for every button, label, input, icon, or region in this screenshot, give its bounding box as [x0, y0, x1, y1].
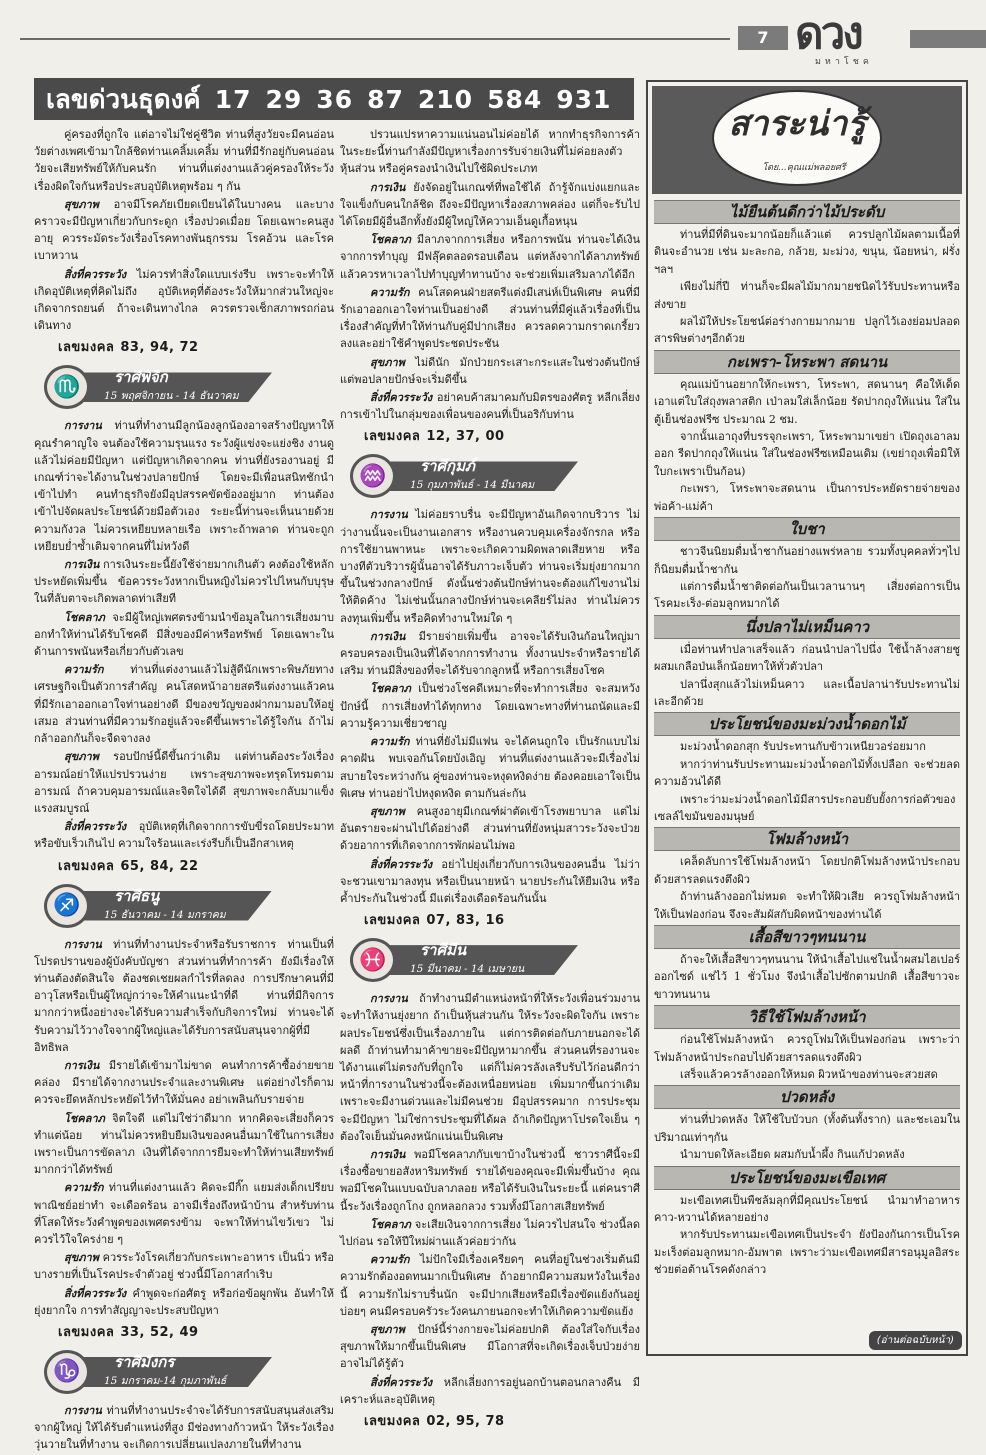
paragraph-text: คู่ครองที่ถูกใจ แต่อาจไม่ใช่คู่ชีวิต ท่านที่สูงวัยจะมีคนอ่อนวัยต่างเพศเข้ามาใกล้ชิดท่านเคลิ้มเคลิ้ม ท่านที่มีรักอยู่กับคนอ่อนวัยจะเสียทรัพย์ให้กับคนรัก ท่านที่แต่งงานแล้วคู่ครองให้ระวังเรื่องผิดใจกันหรือประสบอุบัติเหตุพร้อม ๆ กัน: [34, 128, 334, 193]
lucky-label: เลขมงคล: [58, 1324, 115, 1340]
lucky-numbers: [34, 855, 334, 876]
zodiac-banner: [340, 452, 640, 498]
tip-section: [654, 517, 960, 613]
paragraph-text: จะมีผู้ใหญ่เพศตรงข้ามนำข้อมูลในการเสี่ยงมาบอกทำให้ท่านได้รับโชคดี มีสิ่งของมีค่าหรือทรัพย์ โดยเฉพาะในด้านการพนันหรือเกี่ยวกับตัวเลข: [34, 610, 334, 659]
tip-section: [654, 827, 960, 923]
headline-number: 17: [214, 84, 252, 114]
topic-keyword: การงาน: [64, 419, 102, 433]
zodiac-name: ราศีมีน: [420, 941, 467, 960]
topic-keyword: สุขภาพ: [370, 1322, 405, 1336]
topic-keyword: สุขภาพ: [370, 804, 405, 818]
continued-label: (อ่านต่อฉบับหน้า): [869, 1331, 962, 1350]
lucky-values: 33, 52, 49: [120, 1324, 199, 1340]
page-number: 7: [738, 26, 788, 50]
lucky-numbers: [34, 1321, 334, 1342]
tip-paragraph: มะเขือเทศเป็นพืชล้มลุกที่มีคุณประโยชน์ นำมาทำอาหารคาว-หวานได้หลายอย่าง: [654, 1193, 960, 1225]
forecast-paragraph: [34, 196, 334, 265]
topic-keyword: การเงิน: [64, 1058, 100, 1072]
forecast-paragraph: [34, 417, 334, 555]
paragraph-text: ยังจัดอยู่ในเกณฑ์ที่พอใช้ได้ ถ้ารู้จักแบ่งแยกและใจแข็งกับคนใกล้ชิด ถึงจะมีปัญหาเรื่องสภาพคล่อง แต่ก็จะรับไปได้โดยมีผู้อื่นอีกทั้งยังมีผู้ใหญ่ให้ความเอ็นดูเกื้อหนุน: [340, 180, 640, 229]
zodiac-name: ราศีพิจิก: [114, 368, 168, 387]
left-column: [34, 126, 334, 1455]
paragraph-text: ไม่ดีนัก มักป่วยกระเสาะกระแสะในช่วงต้นปักษ์ แต่พอปลายปักษ์จะเริ่มดีขึ้น: [340, 355, 640, 386]
logo-subtext: มหาโชค: [815, 57, 873, 67]
headline-number: 87: [367, 84, 404, 114]
tip-paragraph: เมื่อท่านทำปลาเสร็จแล้ว ก่อนนำปลาไปนึ่ง ใช้น้ำล้างสายชูผสมเกลือป่นเล็กน้อยทาให้ทั่วตัวปลา: [654, 642, 960, 674]
lucky-values: 83, 94, 72: [120, 340, 199, 356]
paragraph-text: คนโสดคนฝ่ายสตรีแต่งมีเสน่ห์เป็นพิเศษ คนที่มีรักเอาออกเอาใจท่านเป็นอย่างดี ส่วนท่านที่มีคู่แล้วเรื่องที่เป็นเรื่องสำคัญที่ทำให้ท่านกับคู่มีปากเสียง ควรลดความกราดเกรี้ยวลงและอย่าใช้คำพูดประชดประชัน: [340, 285, 640, 351]
lucky-label: เลขมงคล: [58, 340, 115, 356]
paragraph-text: พอมีโชคลาภกับเขาบ้างในช่วงนี้ ชาวราศีนี้จะมีเรื่องซื้อขายอสังหาริมทรัพย์ รายได้ของคุณจะมีเพิ่มขึ้นบ้าง คุณพอมีโชคในแบบฉบับลาภลอย หรือได้รับเงินในระยะนี้ แต่คนราศีนี้ระวังเรื่องถูกโกง ถูกหลอกลวง รวมทั้งมีโอกาสเสียทรัพย์: [340, 1147, 640, 1213]
topic-keyword: สิ่งที่ควรระวัง: [64, 1286, 127, 1300]
header-bar: [910, 30, 986, 48]
paragraph-text: ท่านที่ทำงานประจำหรือรับราชการ ท่านเป็นที่โปรดปรานของผู้บังคับบัญชา ส่วนท่านที่ทำการค้า ยังมีเรื่องให้ท่านต้องตัดสินใจ ต้องชดเชยผลกำไรที่ลดลง การปรึกษาคนที่มีอาวุโสหรือเป็นผู้ใหญ่กว่าจะให้คำแนะนำที่ดี ท่านที่มีกิจการมากกว่าหนึ่งอย่างจะได้รับความสำเร็จกับกิจการใหม่ ท่านจะได้รับความไว้วางใจจากผู้ใหญ่และได้รับการสนับสนุนจากผู้ที่มีอิทธิพล: [34, 937, 334, 1054]
tip-paragraph: ท่านที่มีที่ดินจะมากน้อยก็แล้วแต่ ควรปลูกไม้ผลตามเนื้อที่ดินจะอำนวย เช่น มะละกอ, กล้วย, มะม่วง, ขนุน, น้อยหน่า, ฝรั่ง ฯลฯ: [654, 228, 960, 276]
zodiac-dates: 15 กุมภาพันธ์ - 14 มีนาคม: [410, 479, 535, 492]
sidebar-header: [652, 86, 962, 194]
forecast-paragraph: [340, 990, 640, 1145]
middle-column: [340, 126, 640, 1437]
forecast-paragraph: [34, 1179, 334, 1248]
tip-paragraph: ท่านที่ปวดหลัง ให้ใช้ใบบัวบก (ทั้งต้นทั้งราก) และชะเอมในปริมาณเท่าๆกัน: [654, 1113, 960, 1144]
forecast-paragraph: [340, 506, 640, 626]
forecast-paragraph: [34, 748, 334, 817]
header-rule: [20, 38, 730, 40]
tip-heading: เสื้อสีขาวๆทนนาน: [654, 925, 960, 949]
sidebar-box: [646, 80, 968, 1356]
tip-heading: ประโยชน์ของมะม่วงน้ำดอกไม้: [654, 712, 960, 736]
zodiac-name: ราศีกุมภ์: [420, 457, 475, 476]
tip-paragraph: มะม่วงน้ำดอกสุก รับประทานกับข้าวเหนียวอร่อยมาก: [680, 740, 926, 754]
logo-text: ดวง: [795, 8, 861, 59]
zodiac-symbol-icon: ♒: [359, 463, 387, 489]
forecast-paragraph: [340, 231, 640, 283]
headline-number: 29: [265, 84, 303, 114]
tip-section: [654, 200, 960, 348]
paragraph-text: ไม่ควรทำสิ่งใดแบบเร่งรีบ เพราะจะทำให้เกิดอุบัติเหตุที่คิดไม่ถึง อุบัติเหตุที่ต้องระวังให้มากส่วนใหญ่จะเกิดจากรถยนต์ ถ้าจะเดินทางไกล ควรตรวจเช็กสภาพรถก่อนเดินทาง: [34, 267, 334, 333]
zodiac-dates: 15 พฤศจิกายน - 14 ธันวาคม: [104, 390, 239, 403]
paragraph-text: มีลาภจากการเสี่ยง หรือการพนัน ท่านจะได้เงินจากการทำบุญ มีฟลุ๊คตลอดรอบเดือน แต่หลังจากได้ลาภทรัพย์แล้วควรหาเวลาไปทำบุญทำทานบ้าง จะช่วยเพิ่มเสริมลาภได้อีก: [340, 233, 640, 281]
tip-paragraph: ผลไม้ให้ประโยชน์ต่อร่างกายมากมาย ปลูกไว้เองย่อมปลอดสารพิษต่างๆอีกด้วย: [654, 315, 960, 346]
topic-keyword: สุขภาพ: [64, 197, 99, 211]
paragraph-text: ท่านที่ทำงานประจำจะได้รับการสนับสนุนส่งเสริมจากผู้ใหญ่ ให้ได้รับตำแหน่งที่สูง มีช่องทางก้าวหน้า ให้ระวังเรื่องวุ่นวายในที่ทำงาน จะเกิดการเปลี่ยนแปลงภายในที่ทำงาน: [34, 1403, 334, 1452]
paragraph-text: คนสูงอายุมีเกณฑ์ผ่าตัดเข้าโรงพยาบาล แต่ไม่อันตรายจะผ่านไปได้อย่างดี ส่วนท่านที่ยังหนุ่มสาวระวังจะป่วยด้วยอาการที่เกิดจากการพักผ่อนไม่พอ: [340, 804, 640, 853]
paragraph-text: ท่านที่ทำงานมีลูกน้องลูกน้องอาจสร้างปัญหาให้คุณรำคาญใจ จนต้องใช้ความรุนแรง ระวังผู้แข่งจะแย่งชิง งานดูแล้วไม่ค่อยมีปัญหา แต่ปัญหาเกิดจากคน ท่านที่ยังรองานอยู่ มีเกณฑ์ว่าจะได้งานในช่วงปลายปักษ์ โดยจะมีเพื่อนสนิทชักนำเข้าไปทำ คนทำธุรกิจยังมีอุปสรรคขัดข้องอยู่มาก ท่านต้องเข้าไปจัดผลประโยชน์ด้วยมือตัวเอง ระยะนี้ท่านจะเห็นนายด้วยความกังวล ไม่ควรเหยียบหลายเรือ เพราะถ้าพลาด ท่านจะถูกเหยียบย่ำซ้ำเติมจากคนที่ไม่หวังดี: [34, 419, 334, 553]
forecast-paragraph: [34, 266, 334, 335]
forecast-paragraph: [340, 628, 640, 680]
sidebar-body: [654, 198, 960, 1281]
headline-number: 584: [487, 84, 543, 114]
tip-paragraph: คุณแม่บ้านอยากให้กะเพรา, โหระพา, สดนานๆ คือให้เด็ดเอาแต่ใบใส่ถุงพลาสติก เป่าลมใส่เล็กน้อย รัดปากถุงให้แน่น ใส่ในตู้เย็นช่องฟรีซ ประมาณ 2 ชม.: [654, 377, 960, 426]
tip-paragraph: หากว่าท่านรับประทานมะม่วงน้ำดอกไม้ทั้งเปลือก จะช่วยลดความอ้วนได้ดี: [654, 757, 960, 789]
paragraph-text: อย่าคบค้าสมาคมกับมิตรของศัตรู หลีกเลี่ยงการเข้าไปในกลุ่มของเพื่อนของคนที่เป็นอริกับท่าน: [340, 391, 640, 422]
tip-heading: ใบชา: [654, 517, 960, 541]
forecast-paragraph: [340, 803, 640, 855]
tip-paragraph: กะเพรา, โหระพาจะสดนาน เป็นการประหยัดรายจ่ายของพ่อค้า-แม่ค้า: [654, 482, 960, 513]
headline-number: 931: [556, 84, 612, 114]
paragraph-text: ไม่ปักใจมีเรื่องเครียดๆ คนที่อยู่ในช่วงเริ่มต้นมีความรักต้องอดทนมากเป็นพิเศษ ถ้าอยากมีความสมหวังในเรื่องนี้ ความรักไม่ราบรื่นนัก จะมีปากเสียงหรือมีเรื่องขัดแย้งกันอยู่บ่อยๆ คนมีครอบครัวระวังคนภายนอกจะทำให้เกิดความขัดแย้ง: [340, 1253, 640, 1318]
paragraph-text: มีรายได้เข้ามาไม่ขาด คนทำการค้าซื้อง่ายขายคล่อง มีรายได้จากงานประจำและงานพิเศษ แต่อย่างไรก็ตามควรจะยึดหลักประหยัดไว้ทำให้มั่นคง อย่าเพลินกับรายจ่าย: [34, 1058, 334, 1107]
lucky-label: เลขมงคล: [58, 858, 115, 874]
topic-keyword: ความรัก: [370, 1253, 410, 1267]
forecast-paragraph: [340, 354, 640, 388]
paragraph-text: จิตใจดี แต่ไม่ใช่ว่าดีมาก หากคิดจะเสี่ยงก็ควรทำแต่น้อย ท่านไม่ควรหยิบยืมเงินของคนอื่นมาใช้ในการเสี่ยง เพราะเป็นการขัดลาภ เงินที่ได้จากการยืมจะทำให้ท่านเสียทรัพย์มากกว่าได้ทรัพย์: [34, 1111, 334, 1177]
forecast-paragraph: [340, 1146, 640, 1215]
forecast-paragraph: [340, 1321, 640, 1373]
topic-keyword: โชคลาภ: [64, 610, 105, 624]
tip-paragraph: นำมาบดให้ละเอียด ผสมกับน้ำผึ้ง กินแก้ปวดหลัง: [680, 1148, 905, 1162]
zodiac-emblem: [44, 1350, 90, 1394]
forecast-paragraph: [34, 609, 334, 661]
tip-heading: วิธีใช้โฟมล้างหน้า: [654, 1005, 960, 1029]
paragraph-text: ปักษ์นี้ร่างกายจะไม่ค่อยปกติ ต้องใส่ใจกับเรื่องสุขภาพให้มากขึ้นเป็นพิเศษ มีโอกาสที่จะเกิดเรื่องเจ็บป่วยง่ายอาจไม่ได้รู้ตัว: [340, 1322, 640, 1371]
headline-number: 36: [316, 84, 354, 114]
paragraph-text: ท่านที่แต่งงานแล้วไม่สู้ดีนักเพราะพิษภัยทางเศรษฐกิจเป็นตัวการสำคัญ คนโสดหน้าอายสตรีแต่งงานแล้วคนที่มีรักเอาออกเอาใจท่านอย่างดี มีของขวัญของฝากมามอบให้อยู่เสมอ ส่วนท่านที่มีความรักอยู่แล้วจะดีขึ้นเพราะได้รู้ใจกัน ถ้าไม่กล้าออกกันก็จะจืดจางลง: [34, 663, 334, 746]
zodiac-symbol-icon: ♏: [53, 374, 81, 400]
lucky-values: 07, 83, 16: [426, 913, 505, 929]
tip-heading: ไม้ยืนต้นดีกว่าไม้ประดับ: [654, 200, 960, 224]
tip-heading: โฟมล้างหน้า: [654, 827, 960, 851]
lucky-numbers: [340, 909, 640, 930]
zodiac-banner: [34, 1348, 334, 1394]
headline-number: 210: [417, 84, 474, 114]
forecast-paragraph: [34, 1402, 334, 1454]
topic-keyword: โชคลาภ: [370, 233, 411, 247]
tip-paragraph: เพราะว่ามะม่วงน้ำดอกไม้มีสารประกอบยับยั้งการก่อตัวของเซลล์ไขมันของมนุษย์: [654, 792, 956, 823]
lucky-label: เลขมงคล: [364, 913, 421, 929]
lucky-values: 65, 84, 22: [120, 858, 199, 874]
forecast-paragraph: [340, 1216, 640, 1250]
zodiac-symbol-icon: ♑: [53, 1359, 81, 1385]
topic-keyword: การเงิน: [370, 1147, 406, 1161]
zodiac-name: ราศีมังกร: [114, 1352, 175, 1371]
paragraph-text: หลีกเลี่ยงการอยู่นอกบ้านตอนกลางคืน มีเคราะห์และอุบัติเหตุ: [340, 1375, 640, 1406]
lucky-values: 02, 95, 78: [426, 1414, 505, 1429]
zodiac-emblem: [350, 938, 396, 982]
lucky-label: เลขมงคล: [364, 429, 421, 445]
tip-paragraph: ถ้าท่านล้างออกไม่หมด จะทำให้ผิวเสีย ควรถูโฟมล้างหน้าให้เป็นฟองก่อน จึงจะสัมผัสกับผิดหน้าของท่านได้: [654, 890, 960, 921]
topic-keyword: ความรัก: [370, 735, 410, 749]
topic-keyword: การเงิน: [64, 558, 100, 572]
paragraph-text: คำพูดจะก่อศัตรู หรือก่อข้อผูกพัน อันทำให้ยุ่งยากใจ การทำสัญญาจะประสบปัญหา: [34, 1286, 334, 1317]
zodiac-emblem: [350, 454, 396, 498]
forecast-paragraph: [340, 284, 640, 353]
forecast-paragraph: [340, 733, 640, 802]
zodiac-symbol-icon: ♐: [53, 892, 81, 918]
forecast-paragraph: [340, 126, 640, 178]
topic-keyword: ความรัก: [64, 1181, 104, 1195]
paragraph-text: ท่านที่ยังไม่มีแฟน จะได้คนถูกใจ เป็นรักแบบไม่คาดฝัน พบเจอกันโดยบังเอิญ ท่านที่แต่งงานแล้วจะมีเรื่องไม่สบายใจระหว่างกัน คู่ของท่านจะหงุดหงิดง่าย ต้องคอยเอาใจเป็นพิเศษ ท่านอย่าไปหงุดหงิด ตามกันล่ะกัน: [340, 735, 640, 800]
topic-keyword: สิ่งที่ควรระวัง: [370, 1375, 433, 1389]
topic-keyword: การเงิน: [370, 180, 406, 194]
paragraph-text: ปรวนแปรหาความแน่นอนไม่ค่อยได้ หากทำธุรกิจการค้าในระยะนี้ท่านกำลังมีปัญหาเรื่องการรับจ่ายเงินที่ไม่ค่อยลงตัว หุ้นส่วน หรือคู่ครองนำเงินไปใช้ผิดประเภท: [340, 128, 640, 176]
topic-keyword: ความรัก: [370, 285, 410, 299]
paragraph-text: จะเสียเงินจากการเสี่ยง ไม่ควรไปสนใจ ช่วงนี้ลดไปก่อน รอให้ปีใหม่ผ่านแล้วค่อยว่ากัน: [340, 1217, 640, 1248]
paragraph-text: อาจมีโรคภัยเบียดเบียนได้ในบางคน และบางคราวจะมีปัญหาเกี่ยวกับกระดูก เรื่องปวดเมื่อย โดยเฉพาะคนสูงอายุ ควรระมัดระวังเรื่องโรคทางพันธุกรรม โรคอ้วน และโรคเบาหวาน: [34, 197, 334, 263]
tip-heading: ปวดหลัง: [654, 1085, 960, 1109]
topic-keyword: สุขภาพ: [370, 355, 405, 369]
paragraph-text: ไม่ค่อยราบรื่น จะมีปัญหาอันเกิดจากบริวาร ไม่ว่างานนั้นจะเป็นงานเอกสาร หรืองานควบคุมเครื่องจักรกล หรือการใช้ยานพาหนะ เพราะจะเกิดความผิดพลาดเสียหาย หรือบางทีตัวบริวารผู้นั้นอาจได้รับภาวะเจ็บตัว ท่านจะเริ่มยุ่งยากมากขึ้นในช่วงกลางปักษ์ ดังนั้นช่วงต้นปักษ์ท่านจะต้องแก้ไขงานไม่ให้ติดค้าง ไม่เช่นนั้นกลางปักษ์ท่านจะเคลียร์ไม่ลง ท่านไม่ควรลงทุนเพิ่มขึ้น หรือคิดทำงานใหม่ใด ๆ: [340, 508, 640, 625]
forecast-paragraph: [340, 680, 640, 732]
forecast-paragraph: [34, 661, 334, 747]
tip-paragraph: ปลานึ่งสุกแล้วไม่เหม็นคาว และเนื้อปลาน่ารับประทานไม่เละอีกด้วย: [654, 677, 960, 708]
zodiac-dates: 15 มกราคม-14 กุมภาพันธ์: [104, 1374, 227, 1387]
headline-banner: [34, 78, 634, 120]
paragraph-text: มีรายจ่ายเพิ่มขึ้น อาจจะได้รับเงินก้อนใหญ่มาครอบครองเป็นเงินที่ได้จากการทำงาน ทั้งงานประจำหรือรายได้เสริม ท่านมีสิ่งของที่จะได้รับจากลูกหนี้ หรือการเสี่ยงโชค: [340, 629, 640, 678]
lucky-label: เลขมงคล: [364, 1414, 421, 1429]
forecast-paragraph: [34, 1110, 334, 1179]
topic-keyword: การงาน: [64, 937, 102, 951]
zodiac-emblem: [44, 884, 90, 928]
paragraph-text: ท่านที่แต่งงานแล้ว คิดจะมีกิ๊ก แยมส่งเด็กเปรียบพาณิชย์อย่าทำ จะเดือดร้อน อาจมีเรื่องถึงหน้าบ้าน สำหรับท่านที่โสดให้ระวังคำพูดของเพศตรงข้าม จะพาให้ท่านไขว้เขว ไม่ควรไว้ใจใครง่าย ๆ: [34, 1181, 334, 1246]
lucky-values: 12, 37, 00: [426, 429, 505, 445]
tip-paragraph: เคล็ดลับการใช้โฟมล้างหน้า โดยปกติโฟมล้างหน้าประกอบด้วยสารลดแรงตึงผิว: [654, 855, 960, 886]
tip-section: [654, 712, 960, 825]
magazine-logo: [795, 8, 905, 67]
tip-paragraph: ก่อนใช้โฟมล้างหน้า ควรถูโฟมให้เป็นฟองก่อน เพราะว่าโฟมล้างหน้าประกอบไปด้วยสารลดแรงตึงผิว: [654, 1033, 960, 1064]
lucky-numbers: [340, 425, 640, 446]
forecast-paragraph: [34, 1057, 334, 1109]
forecast-paragraph: [340, 389, 640, 423]
forecast-paragraph: [340, 1374, 640, 1408]
tip-paragraph: เพียงไม่กี่ปี ท่านก็จะมีผลไม้มากมายชนิดไว้รับประทานหรือส่งขาย: [654, 280, 960, 311]
tip-paragraph: ชาวจีนนิยมดื่มน้ำชากันอย่างแพร่หลาย รวมทั้งบุคคลทั่วๆไป ก็นิยมดื่มน้ำชากัน: [654, 545, 960, 576]
forecast-paragraph: [34, 818, 334, 852]
topic-keyword: สุขภาพ: [64, 750, 99, 764]
lucky-numbers: [340, 1410, 640, 1431]
topic-keyword: โชคลาภ: [370, 682, 411, 696]
zodiac-dates: 15 ธันวาคม - 14 มกราคม: [104, 908, 226, 921]
topic-keyword: การงาน: [370, 992, 408, 1006]
zodiac-banner: [340, 936, 640, 982]
tip-heading: กะเพรา-โหระพา สดนาน: [654, 350, 960, 374]
lucky-numbers: [34, 336, 334, 357]
forecast-paragraph: [340, 1251, 640, 1320]
tip-section: [654, 350, 960, 515]
tip-paragraph: หากรับประทานมะเขือเทศเป็นประจำ ยังป้องกันการเป็นโรคมะเร็งต่อมลูกหมาก-อัมพาต เพราะว่ามะเขือเทศมีสารอนุมูลอิสระ ช่วยต่อต้านโรคดังกล่าว: [654, 1228, 960, 1277]
topic-keyword: ความรัก: [64, 663, 104, 677]
paragraph-text: การเงินระยะนี้ยังใช้จ่ายมากเกินตัว คงต้องใช้หลักประหยัดเพิ่มขึ้น ข้อควรระวังหากเป็นหญิงไม่ควรไปไหนกับบุรุษในที่ลับตาจะเกิดพลาดท่าเสียที: [34, 558, 334, 606]
paragraph-text: ควรระวังโรคเกี่ยวกับกระเพาะอาหาร เป็นนิ่ว หรือบางรายที่เป็นโรคประจำตัวอยู่ ช่วงนี้มีโอกาสกำเริบ: [34, 1251, 334, 1282]
sidebar-byline: โดย...คุณแม่พลอยศรี: [762, 163, 846, 173]
topic-keyword: การงาน: [64, 1403, 102, 1417]
zodiac-dates: 15 มีนาคม - 14 เมษายน: [410, 963, 525, 976]
zodiac-banner: [34, 363, 334, 409]
forecast-paragraph: [34, 126, 334, 195]
forecast-paragraph: [340, 856, 640, 908]
forecast-paragraph: [34, 936, 334, 1056]
tip-heading: ประโยชน์ของมะเขือเทศ: [654, 1166, 960, 1190]
tip-heading: นึ่งปลาไม่เหม็นคาว: [654, 615, 960, 639]
tip-paragraph: ถ้าจะให้เสื้อสีขาวๆทนนาน ให้นำเสื้อไปแช่ในน้ำผสมไฮเปอร์ออกไซด์ แช่ไว้ 1 ชั่วโมง จึงนำเสื้อไปซักตามปกติ เสื้อสีขาวจะขาวทนนาน: [654, 953, 960, 1001]
topic-keyword: การงาน: [370, 508, 408, 522]
zodiac-emblem: [44, 365, 90, 409]
forecast-paragraph: [34, 1285, 334, 1319]
topic-keyword: โชคลาภ: [370, 1217, 411, 1231]
topic-keyword: สิ่งที่ควรระวัง: [64, 267, 127, 281]
topic-keyword: สิ่งที่ควรระวัง: [64, 820, 127, 834]
paragraph-text: เป็นช่วงโชคดีเหมาะที่จะทำการเสี่ยง จะสมหวังปักษ์นี้ การเสี่ยงทำได้ทุกทาง โดยเฉพาะทางที่ท่านถนัดและมีความรู้ความเชี่ยวชาญ: [340, 682, 640, 730]
topic-keyword: โชคลาภ: [64, 1111, 105, 1125]
tip-paragraph: จากนั้นเอาถุงที่บรรจุกะเพรา, โหระพามาเขย่า เปิดถุงเอาลมออก รีดปากถุงให้แน่น ใส่ในช่องฟรีซเหมือนเดิม (เขย่าถุงเพื่อมิให้ใบกะเพราเป็นก้อน): [654, 430, 960, 478]
tip-section: [654, 1085, 960, 1163]
forecast-paragraph: [340, 179, 640, 231]
tip-section: [654, 1166, 960, 1279]
topic-keyword: การเงิน: [370, 629, 406, 643]
tip-section: [654, 1005, 960, 1083]
tip-paragraph: แต่การดื่มน้ำชาติดต่อกันเป็นเวลานานๆ เสี่ยงต่อการเป็นโรคมะเร็ง-ต่อมลูกหมากได้: [654, 579, 960, 611]
paragraph-text: ถ้าทำงานมีตำแหน่งหน้าที่ให้ระวังเพื่อนร่วมงานจะทำให้งานยุ่งยาก ถ้าเป็นหุ้นส่วนกัน ให้ระวังจะผิดใจกัน เพราะผลประโยชน์ซึ่งเป็นเรื่องภายใน แต่การติดต่อกับภายนอกจะได้ผลดี ถ้าท่านทำมาค้าขายจะมีปัญหามากขึ้น ส่วนคนที่รองานจะได้งานแต่ไม่ตรงกับที่ถูกใจ แต่ก็ไม่ควรลังเลรีบรับไว้ก่อนดีกว่า หน้าที่การงานในช่วงนี้จะต้องเหนื่อยหน่อย เพิ่มมากขึ้นกว่าเดิม เพราะจะมีงานด่วนและไม่มีคนช่วย มีอุปสรรคมาก การประชุมจะมีปัญหา ไม่ใช่การประชุมที่ได้ผล ถ้าเกิดปัญหาโปรดใจเย็น ๆ ต้องใจเย็นมั่นคงหนักแน่นเป็นพิเศษ: [340, 992, 640, 1143]
paragraph-text: รอบปักษ์นี้ดีขึ้นกว่าเดิม แต่ท่านต้องระวังเรื่องอารมณ์อย่าให้แปรปรวนง่าย เพราะสุขภาพจะทรุดโทรมตามอารมณ์ ถ้าควบคุมอารมณ์และจิตใจได้ดี สุขภาพจะกลับมาแข็งแรงสมบูรณ์: [34, 750, 334, 815]
forecast-paragraph: [34, 556, 334, 608]
paragraph-text: อุบัติเหตุที่เกิดจากการขับขี่รถโดยประมาทหรือขับเร็วเกินไป ความใจร้อนและเร่งรีบก็เป็นอีกสาเหตุ: [34, 820, 334, 851]
zodiac-name: ราศีธนู: [114, 886, 160, 905]
paragraph-text: อย่าไปยุ่งเกี่ยวกับการเงินของคนอื่น ไม่ว่าจะชวนเขามาลงทุน หรือเป็นนายหน้า นายประกันให้ยืมเงิน หรือค้ำประกันในช่วงนี้ มีแต่เรื่องเดือดร้อนกันนั้น: [340, 857, 640, 905]
tip-section: [654, 925, 960, 1003]
topic-keyword: สิ่งที่ควรระวัง: [370, 857, 433, 871]
sidebar-title: สาระน่ารู้: [728, 104, 866, 144]
topic-keyword: สิ่งที่ควรระวัง: [370, 391, 433, 405]
zodiac-symbol-icon: ♓: [359, 947, 387, 973]
headline-label: เลขด่วนธุดงค์: [46, 84, 201, 115]
topic-keyword: สุขภาพ: [64, 1251, 99, 1265]
forecast-paragraph: [34, 1249, 334, 1283]
tip-section: [654, 615, 960, 711]
tip-paragraph: เสร็จแล้วควรล้างออกให้หมด ผิวหน้าของท่านจะสวยสด: [680, 1068, 938, 1082]
zodiac-banner: [34, 882, 334, 928]
